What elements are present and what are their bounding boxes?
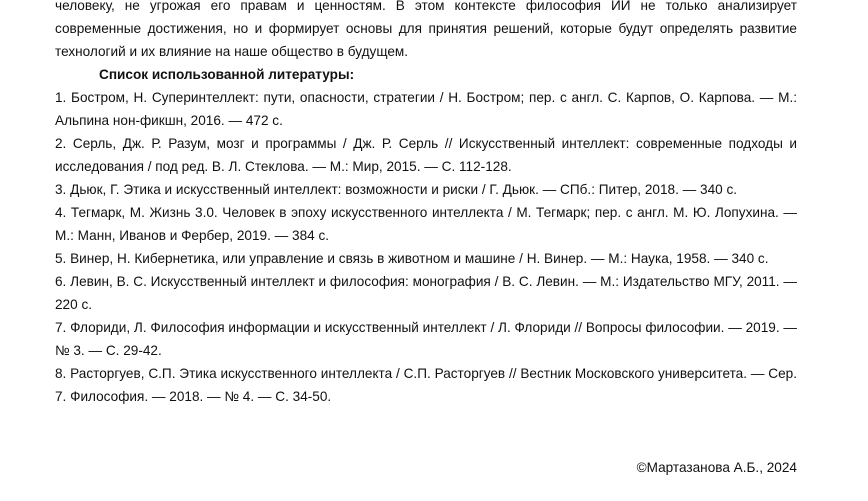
reference-item: 1. Бостром, Н. Суперинтеллект: пути, опасности, стратегии / Н. Бостром; пер. с англ. С. Карпов, О. Карпова. — М.: Альпина нон-фикшн, 2016. — 472 с. [55, 90, 797, 128]
reference-item: 5. Винер, Н. Кибернетика, или управление и связь в животном и машине / Н. Винер. — М.: Наука, 1958. — 340 с. [55, 251, 769, 266]
reference-item: 2. Серль, Дж. Р. Разум, мозг и программы / Дж. Р. Серль // Искусственный интеллект: современные подходы и исследования / под ред. В. Л. Стеклова. — М.: Мир, 2015. — С. 112-128. [55, 136, 797, 174]
reference-item: 3. Дьюк, Г. Этика и искусственный интеллект: возможности и риски / Г. Дьюк. — СПб.: Питер, 2018. — 340 с. [55, 182, 738, 197]
reference-item: 6. Левин, В. С. Искусственный интеллект и философия: монография / В. С. Левин. — М.: Издательство МГУ, 2011. — 220 с. [55, 274, 797, 312]
reference-item: 7. Флориди, Л. Философия информации и искусственный интеллект / Л. Флориди // Вопросы философии. — 2019. — № 3. — С. 29-42. [55, 320, 797, 358]
reference-item: 4. Тегмарк, М. Жизнь 3.0. Человек в эпоху искусственного интеллекта / М. Тегмарк; пер. с англ. М. Ю. Лопухина. — М.: Манн, Иванов и Фербер, 2019. — 384 с. [55, 205, 797, 243]
reference-item: 8. Расторгуев, С.П. Этика искусственного интеллекта / С.П. Расторгуев // Вестник Московского университета. — Сер. 7. Философия. — 2018. — № 4. — С. 34-50. [55, 366, 797, 404]
document-body [55, 0, 797, 408]
intro-paragraph: человеку, не угрожая его правам и ценностям. В этом контексте философия ИИ не только анализирует современные достижения, но и формирует основы для принятия решений, которые будут определять развитие технологий и их влияние на наше общество в будущем. [55, 0, 797, 59]
copyright-notice: ©Мартазанова А.Б., 2024 [636, 460, 797, 475]
bibliography-title: Список использованной литературы: [99, 67, 355, 82]
